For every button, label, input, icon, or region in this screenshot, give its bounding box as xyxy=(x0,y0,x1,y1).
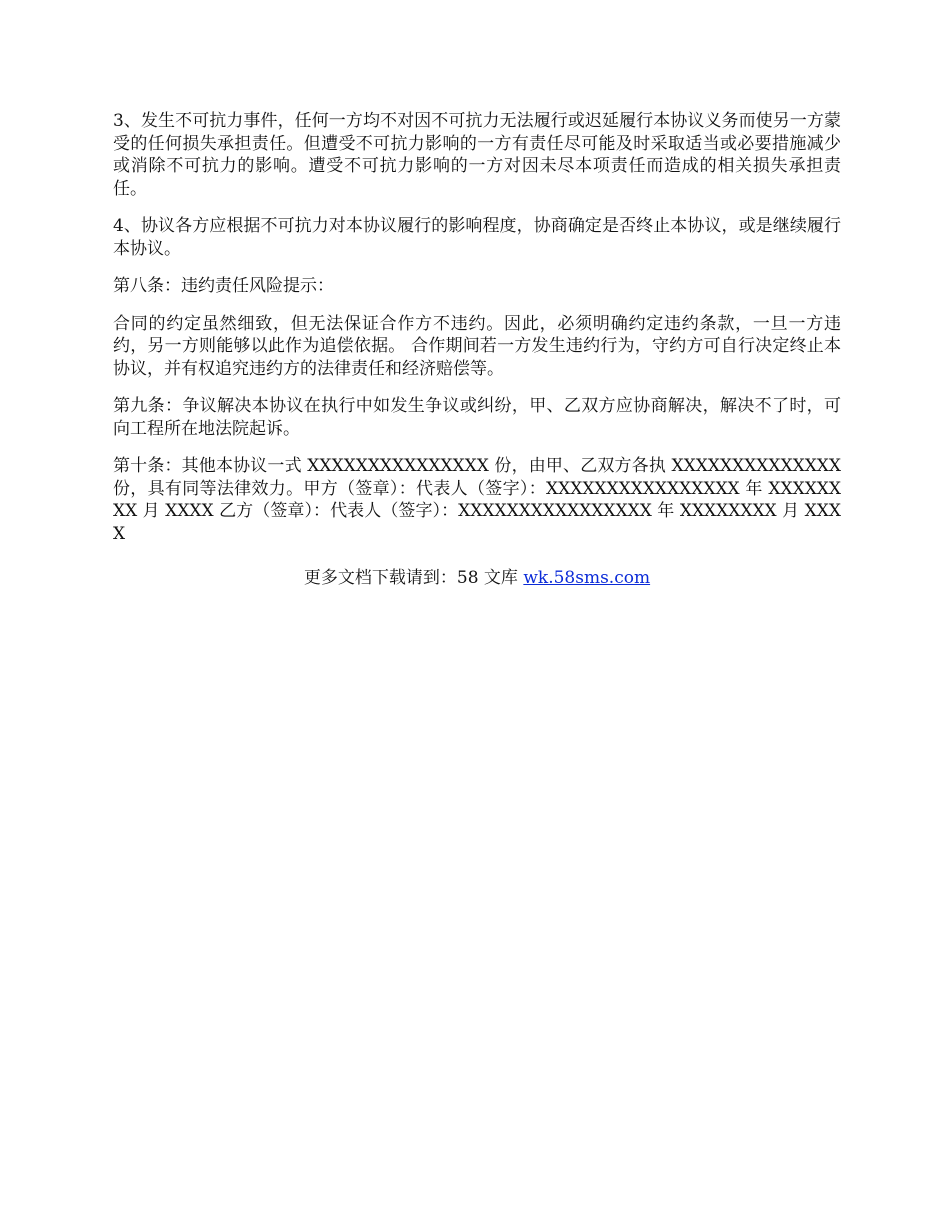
article-8-heading: 第八条：违约责任风险提示： xyxy=(113,276,334,296)
footer-link[interactable]: wk.58sms.com xyxy=(523,568,651,588)
article-10-other-terms: 第十条：其他本协议一式 XXXXXXXXXXXXXXX 份，由甲、乙双方各执 XXXXXXXXXXXXXX 份，具有同等法律效力。甲方（签章）：代表人（签字）：XXXXXXXXXXXXXXXX 年 XXXXXXXX 月 XXXX 乙方（签章）：代表人（签字）：XXXXXXXXXXXXXXXX 年 XXXXXXXX 月 XXXX xyxy=(113,456,841,544)
paragraph-force-majeure-3: 3、发生不可抗力事件，任何一方均不对因不可抗力无法履行或迟延履行本协议义务而使另一方蒙受的任何损失承担责任。但遭受不可抗力影响的一方有责任尽可能及时采取适当或必要措施减少或消除不可抗力的影响。遭受不可抗力影响的一方对因未尽本项责任而造成的相关损失承担责任。 xyxy=(113,111,841,199)
paragraph-force-majeure-4: 4、协议各方应根据不可抗力对本协议履行的影响程度，协商确定是否终止本协议，或是继续履行本协议。 xyxy=(113,216,841,259)
footer-text: 更多文档下载请到：58 文库 xyxy=(303,568,524,588)
paragraph-breach-risk: 合同的约定虽然细致，但无法保证合作方不违约。因此，必须明确约定违约条款，一旦一方违约，另一方则能够以此作为追偿依据。 合作期间若一方发生违约行为，守约方可自行决定终止本协议，并有权追究违约方的法律责任和经济赔偿等。 xyxy=(113,313,841,379)
download-footer xyxy=(113,567,841,589)
article-9-dispute-resolution: 第九条：争议解决本协议在执行中如发生争议或纠纷，甲、乙双方应协商解决，解决不了时，可向工程所在地法院起诉。 xyxy=(113,396,841,439)
document-page xyxy=(113,110,841,589)
